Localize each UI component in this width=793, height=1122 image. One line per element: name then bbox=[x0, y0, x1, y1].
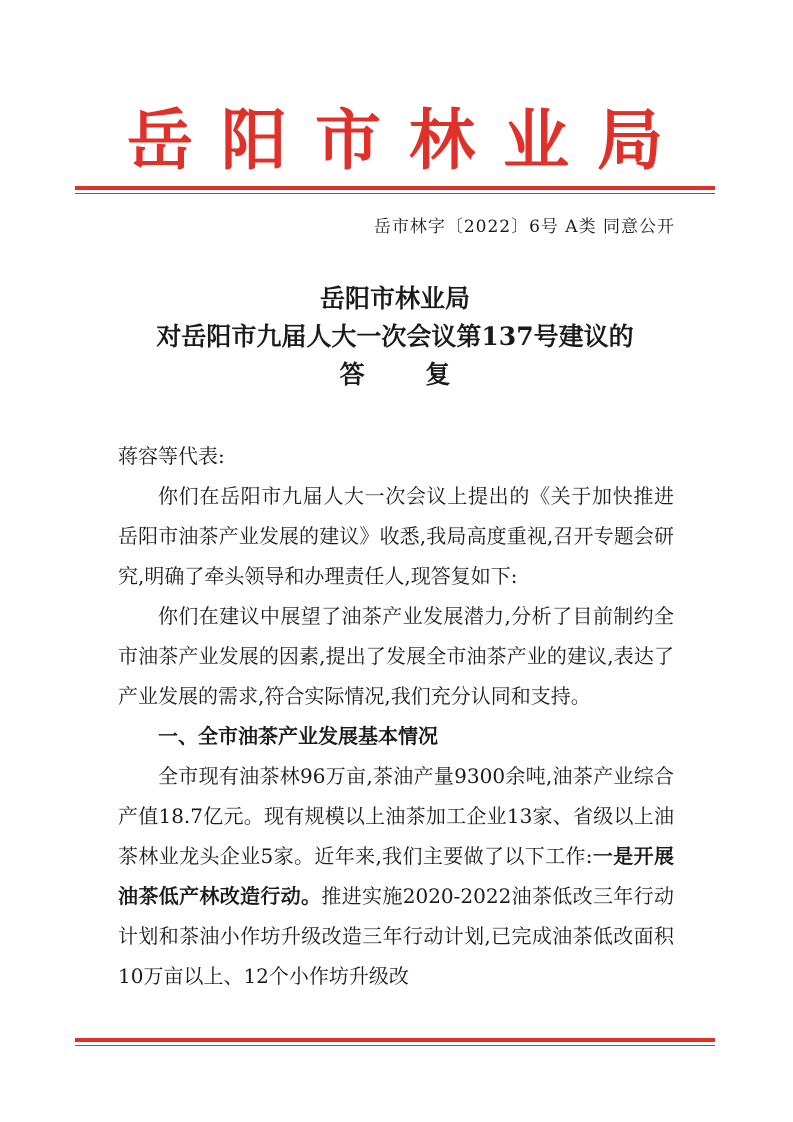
paragraph-3-detail: 推进实施2020-2022油茶低改三年行动计划和茶油小作坊升级改造三年行动计划,已完成油茶低改面积10万亩以上、12个小作坊升级改 bbox=[118, 884, 675, 988]
document-body bbox=[118, 436, 674, 996]
header-red-rule bbox=[75, 186, 715, 194]
document-number: 岳市林字〔2022〕6号 A类 同意公开 bbox=[373, 217, 675, 237]
agency-header-title: 岳阳市林业局 bbox=[127, 101, 691, 179]
paragraph-3-bold-point: 一是开展油茶低产林改造行动。 bbox=[118, 844, 674, 908]
title-line-2: 对岳阳市九届人大一次会议第137号建议的 bbox=[156, 322, 634, 351]
header-rule-thick bbox=[75, 186, 715, 190]
paragraph-1: 你们在岳阳市九届人大一次会议上提出的《关于加快推进岳阳市油茶产业发展的建议》收悉,我局高度重视,召开专题会研究,明确了牵头领导和办理责任人,现答复如下: bbox=[118, 484, 674, 588]
paragraph-3 bbox=[118, 756, 674, 996]
paragraph-2: 你们在建议中展望了油茶产业发展潜力,分析了目前制约全市油茶产业发展的因素,提出了发展全市油茶产业的建议,表达了产业发展的需求,符合实际情况,我们充分认同和支持。 bbox=[118, 604, 674, 708]
paragraph-3-intro: 全市现有油茶林96万亩,茶油产量9300余吨,油茶产业综合产值18.7亿元。现有规模以上油茶加工企业13家、省级以上油茶林业龙头企业5家。近年来,我们主要做了以下工作: bbox=[118, 764, 674, 868]
footer-red-rule bbox=[75, 1038, 715, 1046]
section-heading-1: 一、全市油茶产业发展基本情况 bbox=[158, 724, 438, 748]
salutation: 蒋容等代表: bbox=[118, 444, 225, 468]
title-line-1: 岳阳市林业局 bbox=[319, 284, 470, 313]
title-line-3: 答 复 bbox=[339, 360, 477, 389]
footer-rule-thick bbox=[75, 1038, 715, 1042]
document-title bbox=[75, 280, 715, 394]
footer-rule-thin bbox=[75, 1045, 715, 1046]
header-rule-thin bbox=[75, 193, 715, 194]
